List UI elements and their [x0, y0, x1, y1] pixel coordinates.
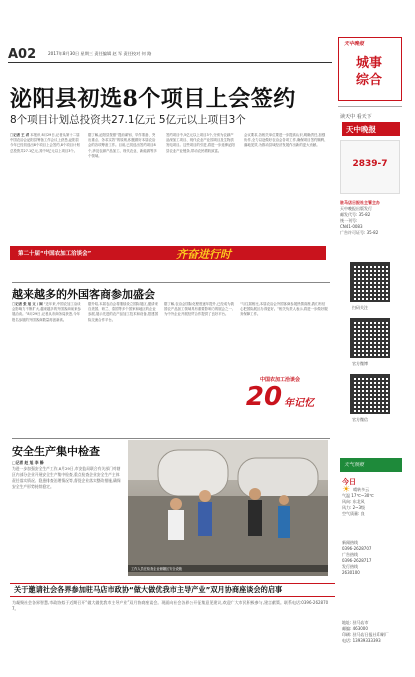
photo-illustration [128, 440, 328, 576]
sidebar-divider [338, 106, 402, 107]
lead-column-4 [244, 133, 328, 241]
newspaper-logo: 天中晚报 [344, 41, 365, 47]
sidebar-info [340, 200, 380, 236]
sidebar-ad [340, 140, 400, 194]
lead-byline: □记者 王 君 [10, 133, 30, 137]
qr-label-2: 官方微博 [352, 361, 368, 366]
contact-line: 广告热线 [342, 552, 358, 557]
weather-line: 空气质量: 良 [342, 511, 365, 516]
sidebar-info-line: 天中晚报出版发行 [340, 206, 372, 211]
lead-headline: 泌阳县初选8个项目上会签约 [10, 86, 296, 112]
qr-code-3[interactable] [350, 374, 390, 414]
sun-icon: ☀ [342, 485, 351, 495]
footer-line: 印刷: 驻马店日报社印刷厂 [342, 632, 389, 637]
sidebar-info-title: 驻马店日报社主管主办 [340, 200, 380, 205]
section3-text: 为进一步加强安全生产工作,8月29日,市安监局联合有关部门对辖区内部分企业开展安全生产集中检查,重点检查企业安全生产主体责任落实情况、隐患排查治理情况等,督促企业落实整改措施,确保安全生产形势持续稳定。 [12, 466, 121, 489]
sidebar-red-title: 天中晚报 [346, 125, 376, 134]
section2-column-text: “与往届相比,本届农洽会外国客商参展热情高涨,我们有信心把国际展区办得更好。”相关负责人表示,将进一步做好服务保障工作。 [240, 302, 328, 317]
logo-number: 20 [245, 382, 283, 412]
section2-column-4 [240, 302, 328, 374]
qr-code-1[interactable] [350, 262, 390, 302]
qr-label-1: 扫码关注 [352, 305, 368, 310]
weather-line: 风力: 2~3级 [342, 505, 366, 510]
notice-text: 为凝聚社会各界智慧,市政协拟于近期召开“做大做优我市主导产业”双月协商座谈会。现面向社会各界公开征集意见建议,欢迎广大市民积极参与,建言献策。联系电话:0396-2628707。 [12, 600, 329, 612]
section2-column-text: 据了解,农洽会国际化程度逐年提升,已经成为我国农产品加工领域具有重要影响力的展会之一,为中外企业开展经贸合作提供了良好平台。 [164, 302, 234, 317]
lead-column-text: 本报讯 8月29日,记者从第十二届中国农洽会泌阳县筹备工作会议上获悉,泌阳县今年已经初选出8个项目上会签约,8个项目计划总投资共27.1亿元,其中5亿元以上项目3个。 [10, 133, 80, 153]
section3-byline: □记者 赵 旭 李 静 [12, 460, 44, 465]
lead-column-2 [88, 133, 158, 241]
section2-divider [12, 282, 330, 283]
weather-title: 天气预报 [344, 462, 365, 468]
banner-left-text: 第二十届“中国农加工洽谈会” [18, 251, 92, 257]
lead-column-1 [10, 133, 80, 241]
section2-column-text: “近年来,中国农加工洽谈会影响力不断扩大,越来越多的外国客商前来参展洽谈。”8月29日,记者从市商务局获悉,今年报名参展的外国客商数量再创新高。 [12, 302, 81, 322]
notice-title: 关于邀请社会各界参加驻马店市政协“做大做优我市主导产业”双月协商座谈会的启事 [14, 585, 283, 594]
photo-caption: 工作人员在检查企业储罐区安全设施 [128, 565, 328, 572]
section2-byline: □记者 张 旭 文 / 图 [12, 302, 43, 306]
section2-column-2 [88, 302, 158, 430]
weather-desc: 晴转多云 [353, 487, 370, 492]
logo-subtitle: 年记忆 [284, 398, 315, 409]
section2-column-1 [12, 302, 82, 430]
issue-meta: 2017年8月30日 星期三 责任编辑 赵 军 责任校对 何 路 [48, 51, 152, 56]
lead-subhead: 8个项目计划总投资共27.1亿元 5亿元以上项目3个 [10, 114, 246, 126]
section3-title: 安全生产集中检查 [12, 445, 100, 458]
footer-line: 地址: 驻马店市 [342, 620, 369, 625]
section-name: 城事综合 [355, 56, 382, 88]
section3-divider [12, 438, 330, 439]
weather-line: 风向: 东北风 [342, 499, 365, 504]
footer-panel [342, 620, 389, 644]
qr-label-3: 官方微信 [352, 417, 368, 422]
page-number: A02 [8, 47, 37, 62]
sidebar-info-line: 统一刊号: [340, 218, 358, 223]
contact-line: 0396-2628707 [342, 546, 372, 551]
anniversary-logo [236, 376, 324, 422]
weather-today: 今日 [342, 478, 356, 486]
sidebar-ad-phone: 2839-7 [352, 159, 388, 169]
inspection-photo [128, 440, 328, 576]
lead-column-text: 签约项目中,5亿元以上项目3个,分别为农副产品深加工项目、现代农业产业园项目及生物质发电项目。这些项目的引进,将进一步延伸泌阳县农业产业链条,带动农民增收致富。 [166, 133, 235, 153]
section3-column [12, 460, 122, 576]
sidebar-info-line: CN41-0083 [340, 224, 363, 229]
contact-line: 0396-2628717 [342, 558, 372, 563]
sidebar-slogan: 读天中 看天下 [340, 114, 372, 120]
weather-panel [342, 478, 374, 517]
lead-column-text: 据了解,泌阳县按照“提前谋划、早作准备、突出重点、务求实效”的原则,积极做好本届农洽会的各项筹备工作。目前,已初选出签约项目8个,涉及农副产品加工、现代农业、新能源等多个领域。 [88, 133, 157, 158]
qr-code-2[interactable] [350, 318, 390, 358]
section2-column-3 [164, 302, 234, 430]
sidebar-info-line: 邮发代号: 35-82 [340, 212, 371, 217]
banner-right-text: 齐奋进行时 [176, 248, 231, 261]
contact-line: 发行热线 [342, 564, 358, 569]
section2-column-text: 据介绍,本届农洽会将继续设立国际展区,邀请来自美国、荷兰、泰国等多个国家和地区的企业参展,展示先进的农产品加工技术和设备,搭建国际交流合作平台。 [88, 302, 158, 322]
weather-temp: 气温 17℃~30℃ [342, 493, 374, 498]
section2-title: 越来越多的外国客商参加盛会 [12, 288, 155, 301]
lead-column-3 [166, 133, 236, 241]
contact-line: 新闻热线 [342, 540, 358, 545]
contact-line: 2630100 [342, 570, 360, 575]
lead-column-text: 会议要求,各相关单位要进一步提高认识,明确责任,加强协作,全力以赴做好农洽会各项工作,确保项目签约顺利、落地见效,为推动县域经济发展作出新的更大贡献。 [244, 133, 328, 148]
contact-panel [342, 540, 371, 576]
footer-line: 邮编: 463000 [342, 626, 368, 631]
header-divider [8, 62, 332, 63]
footer-line: 电话: 13939333393 [342, 638, 381, 643]
sidebar-info-line: 广告许可证号: 35-82 [340, 230, 379, 235]
logo-title: 中国农加工洽谈会 [259, 377, 300, 383]
